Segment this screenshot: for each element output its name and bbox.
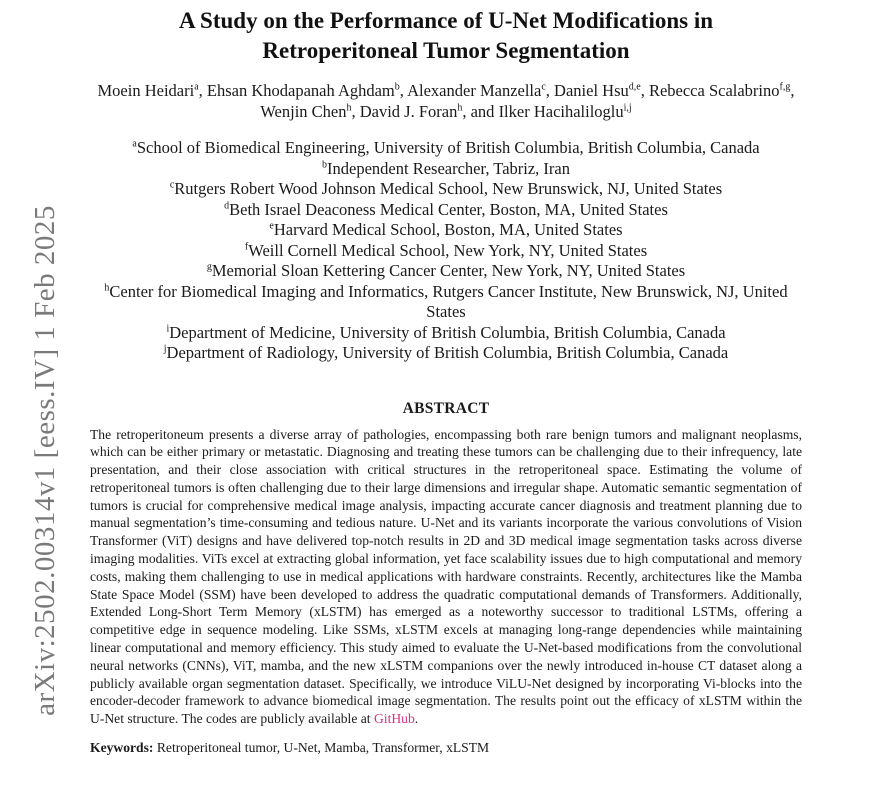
keywords-label: Keywords: — [90, 740, 154, 756]
author-affiliation-mark: f,g — [779, 81, 791, 93]
affiliation-text: Independent Researcher, Tabriz, Iran — [327, 158, 570, 178]
author-affiliation-mark: h — [457, 102, 463, 114]
affiliation-f — [90, 241, 802, 262]
author-affiliation-mark: i,j — [623, 102, 632, 114]
author — [649, 81, 795, 100]
author — [499, 102, 632, 121]
author — [207, 81, 407, 100]
affiliation-c — [90, 179, 802, 200]
abstract-end: . — [414, 711, 419, 727]
paper-title — [90, 6, 802, 66]
affiliation-text: Memorial Sloan Kettering Cancer Center, New York, NY, United States — [211, 261, 686, 280]
affiliation-mark: d — [224, 200, 230, 211]
affiliation-mark: f — [244, 241, 249, 252]
affiliation-mark: h — [104, 282, 110, 293]
author-separator: , — [351, 102, 360, 121]
arxiv-identifier-stamp — [22, 190, 68, 730]
author-name: Alexander Manzella — [407, 81, 542, 100]
affiliation-mark: j — [163, 343, 167, 355]
author — [98, 81, 207, 100]
author-list — [90, 80, 802, 122]
author-affiliation-mark: c — [541, 81, 546, 93]
affiliation-mark: e — [269, 220, 274, 232]
github-link[interactable]: GitHub — [373, 711, 415, 727]
title-line-1: A Study on the Performance of U-Net Modifications in — [178, 8, 714, 33]
affiliation-g — [90, 261, 802, 282]
author-name: Rebecca Scalabrino — [648, 81, 780, 100]
affiliation-text: Center for Biomedical Imaging and Informatics, Rutgers Cancer Institute, New Brunswick, NJ, United States — [109, 281, 788, 321]
author-affiliation-mark: d,e — [628, 81, 641, 93]
author-separator: , — [198, 81, 207, 100]
affiliation-text: School of Biomedical Engineering, University of British Columbia, British Columbia, Canada — [136, 138, 760, 157]
keywords-line — [90, 739, 802, 757]
affiliation-mark: a — [132, 138, 137, 150]
affiliation-i — [90, 323, 802, 344]
author-name: Daniel Hsu — [554, 81, 629, 100]
author-name: Moein Heidari — [97, 81, 195, 100]
affiliation-mark: c — [169, 179, 175, 191]
affiliation-mark: g — [206, 261, 212, 273]
affiliation-text: Harvard Medical School, Boston, MA, United States — [273, 220, 623, 239]
author — [407, 81, 554, 100]
author — [554, 81, 649, 100]
affiliation-mark: i — [166, 323, 170, 334]
title-line-2: Retroperitoneal Tumor Segmentation — [262, 38, 630, 63]
affiliation-b — [90, 159, 802, 180]
affiliation-d — [90, 200, 802, 221]
author-affiliation-mark: a — [194, 81, 199, 93]
author-name: Ehsan Khodapanah Aghdam — [206, 81, 395, 100]
affiliation-text: Beth Israel Deaconess Medical Center, Boston, MA, United States — [229, 199, 668, 219]
author-separator: , — [790, 81, 795, 100]
affiliation-text: Department of Radiology, University of British Columbia, British Columbia, Canada — [166, 343, 729, 362]
abstract-text: The retroperitoneum presents a diverse array of pathologies, encompassing both rare benign tumors and malignant neoplasms, which can be either primary or metastatic. Diagnosing and treating these tumors can be challenging due to their infrequency, late presentation, and their close association with critical structures in the retroperitoneal space. Estimating the volume of retroperitoneal tumors is often challenging due to their large dimensions and irregular shape. Automatic semantic segmentation of tumors is crucial for comprehensive medical image analysis, impacting accurate cancer diagnosis and treatment planning due to manual segmentation’s time-consuming and tedious nature. U-Net and its variants incorporate the various convolutions of Vision Transformer (ViT) designs and have delivered top-notch results in 2D and 3D medical image segmentation tasks across diverse imaging modalities. ViTs excel at extracting global information, yet face scalability issues due to high computational and memory costs, making them challenging to use in medical applications with hardware constraints. Recently, architectures like the Mamba State Space Model (SSM) have been developed to address the quadratic computational demands of Transformers. Additionally, Extended Long-Short Term Memory (xLSTM) has emerged as a noteworthy successor to traditional LSTMs, offering a competitive edge in sequence modeling. Like SSMs, xLSTM excels at managing long-range dependencies while maintaining linear computational and memory efficiency. This study aimed to evaluate the U-Net-based modifications from the convolutional neural networks (CNNs), ViT, mamba, and the new xLSTM companions over the newly introduced in-house CT dataset along a publicly available organ segmentation dataset. Specifically, we introduce ViLU-Net designed by incorporating Vi-blocks into the encoder-decoder framework to advance biomedical image segmentation. The results point out the efficacy of xLSTM within the U-Net structure. The codes are publicly available at — [90, 426, 802, 727]
arxiv-stamp-text: arXiv:2502.00314v1 [eess.IV] 1 Feb 2025 — [28, 204, 61, 716]
affiliation-list — [90, 138, 802, 364]
affiliation-text: Rutgers Robert Wood Johnson Medical School, New Brunswick, NJ, United States — [174, 179, 723, 198]
author-name: Wenjin Chen — [260, 102, 347, 121]
affiliation-h — [90, 282, 802, 323]
author-separator: , — [399, 81, 408, 100]
author-separator: , and — [462, 102, 499, 121]
abstract-body — [90, 426, 802, 729]
affiliation-e — [90, 220, 802, 241]
author-affiliation-mark: b — [394, 81, 400, 93]
affiliation-j — [90, 343, 802, 364]
author — [260, 102, 359, 121]
author-name: David J. Foran — [359, 102, 458, 121]
abstract-heading: ABSTRACT — [402, 399, 490, 417]
author — [360, 102, 499, 121]
affiliation-text: Weill Cornell Medical School, New York, NY, United States — [248, 240, 648, 260]
affiliation-a — [90, 138, 802, 159]
affiliation-mark: b — [322, 159, 328, 170]
author-name: Ilker Hacihaliloglu — [498, 102, 624, 121]
author-separator: , — [640, 81, 649, 100]
paper-first-page — [90, 6, 802, 757]
affiliation-text: Department of Medicine, University of British Columbia, British Columbia, Canada — [169, 322, 726, 342]
author-affiliation-mark: h — [346, 102, 352, 114]
keywords-text: Retroperitoneal tumor, U-Net, Mamba, Transformer, xLSTM — [156, 740, 490, 756]
author-separator: , — [545, 81, 555, 100]
